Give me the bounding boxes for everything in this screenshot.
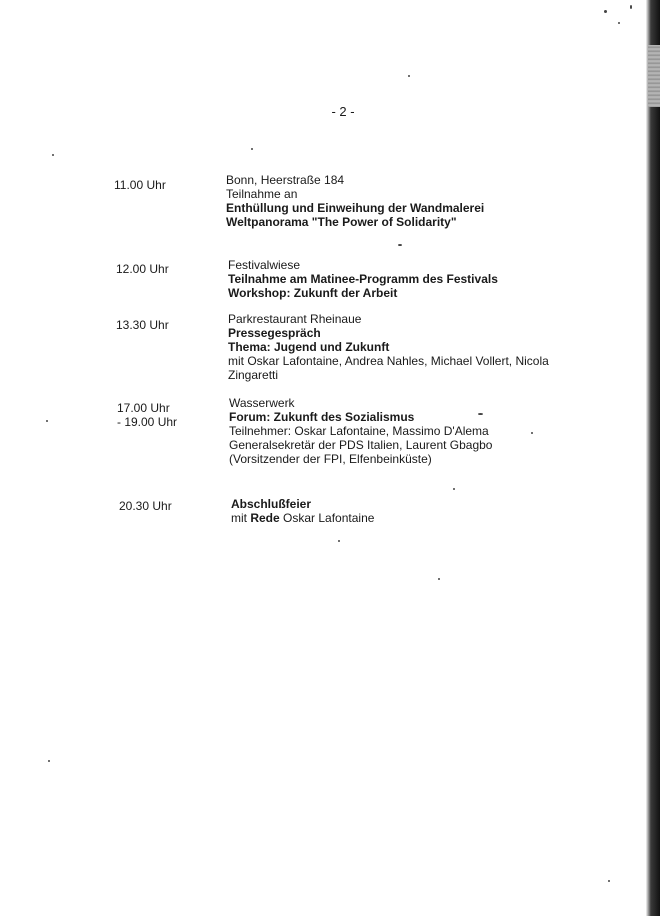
time-line: 13.30 Uhr: [116, 318, 169, 332]
description-line: Forum: Zukunft des Sozialismus: [229, 410, 415, 424]
entry-time: [114, 178, 214, 192]
scan-speck: [478, 413, 483, 415]
description-line: Weltpanorama "The Power of Solidarity": [226, 215, 457, 229]
scan-speck: [618, 22, 620, 24]
description-line: Bonn, Heerstraße 184: [226, 173, 345, 187]
scan-speck: [531, 432, 533, 434]
description-line: Zingaretti: [228, 368, 279, 382]
description-line: mit Oskar Lafontaine, Andrea Nahles, Michael Vollert, Nicola: [228, 354, 549, 368]
entry-description: [231, 497, 576, 525]
description-line: Teilnahme an: [226, 187, 298, 201]
description-line: Teilnehmer: Oskar Lafontaine, Massimo D'Alema: [229, 424, 489, 438]
entry-time: [117, 401, 217, 429]
description-line-mixed: [231, 511, 576, 525]
scan-speck: [608, 880, 610, 882]
description-line: Pressegespräch: [228, 326, 321, 340]
description-line: Abschlußfeier: [231, 497, 312, 511]
scan-edge-shadow: [646, 0, 660, 916]
description-line: Generalsekretär der PDS Italien, Laurent Gbagbo: [229, 438, 493, 452]
scan-speck: [46, 420, 48, 422]
scan-speck: [48, 760, 50, 762]
scan-edge-tab: [648, 45, 660, 107]
time-line: 11.00 Uhr: [114, 178, 166, 192]
description-line: Wasserwerk: [229, 396, 295, 410]
text-segment: Oskar Lafontaine: [279, 511, 375, 525]
entry-description: [226, 173, 571, 229]
scan-speck: [338, 540, 340, 542]
scan-speck: [604, 10, 607, 13]
description-line: Teilnahme am Matinee-Programm des Festivals: [228, 272, 498, 286]
entry-time: [116, 318, 216, 332]
text-segment: mit: [231, 511, 251, 525]
time-line: 20.30 Uhr: [119, 499, 172, 513]
scan-speck: [453, 488, 455, 490]
time-line: 17.00 Uhr: [117, 401, 170, 415]
scan-speck: [408, 75, 410, 77]
description-line: Enthüllung und Einweihung der Wandmalerei: [226, 201, 485, 215]
entry-description: [229, 396, 574, 466]
scan-speck: [52, 154, 54, 156]
description-line: Thema: Jugend und Zukunft: [228, 340, 390, 354]
description-line: Festivalwiese: [228, 258, 301, 272]
text-segment-bold: Rede: [250, 511, 280, 525]
scan-speck: [398, 244, 402, 246]
scan-speck: [630, 5, 632, 9]
scan-speck: [438, 578, 440, 580]
entry-time: [119, 499, 219, 513]
description-line: Workshop: Zukunft der Arbeit: [228, 286, 398, 300]
entry-description: [228, 312, 573, 382]
entry-description: [228, 258, 573, 300]
description-line: (Vorsitzender der FPI, Elfenbeinküste): [229, 452, 432, 466]
time-line: 12.00 Uhr: [116, 262, 169, 276]
time-line: - 19.00 Uhr: [117, 415, 178, 429]
scan-speck: [251, 148, 253, 150]
description-line: Parkrestaurant Rheinaue: [228, 312, 362, 326]
entry-time: [116, 262, 216, 276]
page-number: - 2 -: [331, 104, 355, 119]
